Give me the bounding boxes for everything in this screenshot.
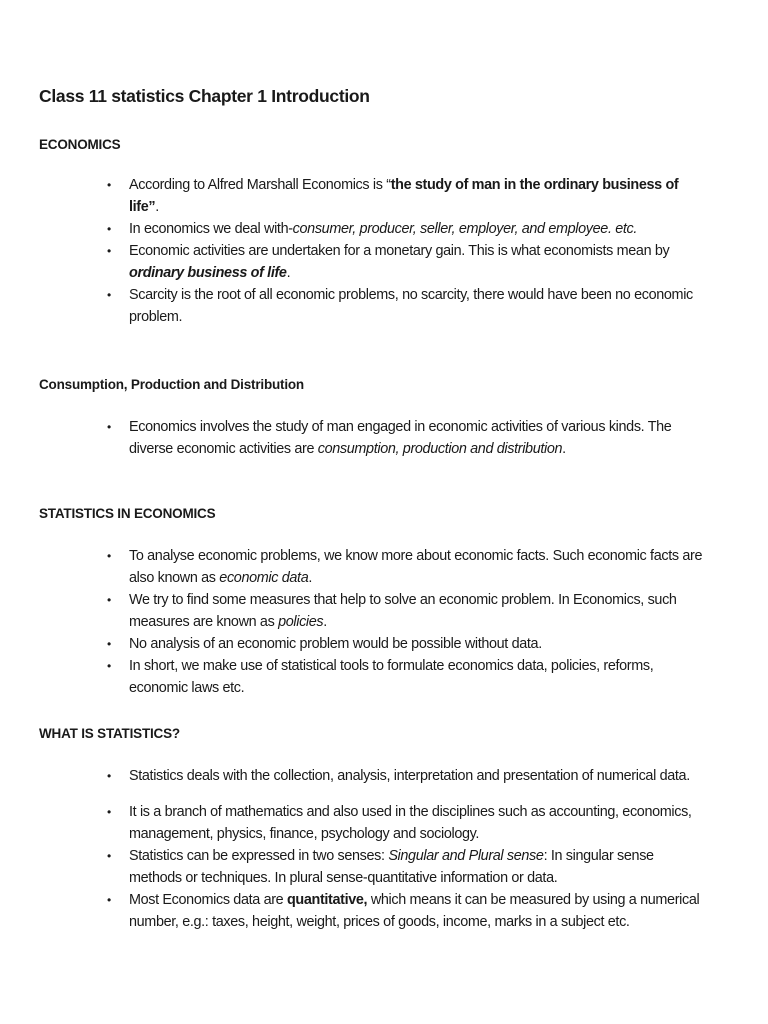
italic-text: consumption, production and distribution: [317, 441, 563, 457]
bullet-list-statistics-in-economics: [107, 545, 707, 699]
bullet-list-consumption: [107, 416, 707, 460]
text: .: [562, 441, 566, 457]
list-item: [107, 416, 707, 460]
list-item: [107, 765, 707, 787]
list-item: [107, 655, 707, 699]
italic-text: policies: [278, 614, 324, 630]
list-item: [107, 889, 707, 933]
text: Statistics can be expressed in two senses:: [129, 848, 389, 864]
text: To analyse economic problems, we know more about economic facts. Such economic facts are also known as: [129, 548, 703, 586]
italic-text: Singular and Plural sense: [388, 848, 544, 864]
list-item: [107, 240, 707, 284]
text: Statistics deals with the collection, analysis, interpretation and presentation of numerical data.: [129, 768, 690, 784]
section-heading-consumption: Consumption, Production and Distribution: [39, 377, 304, 392]
text: Most Economics data are: [129, 892, 287, 908]
bullet-list-economics: [107, 174, 707, 328]
bullet-list-what-is-statistics: [107, 765, 707, 933]
text: No analysis of an economic problem would be possible without data.: [129, 636, 542, 652]
section-heading-statistics-in-economics: STATISTICS IN ECONOMICS: [39, 506, 216, 521]
section-heading-economics: ECONOMICS: [39, 137, 121, 152]
text: .: [286, 265, 291, 281]
text: In short, we make use of statistical tools to formulate economics data, policies, reforms, economic laws etc.: [129, 658, 654, 696]
text: .: [308, 570, 312, 586]
bold-text: quantitative,: [286, 892, 368, 908]
italic-text: economic data: [219, 570, 309, 586]
text: We try to find some measures that help to solve an economic problem. In Economics, such measures are known as: [129, 592, 677, 630]
list-item: [107, 218, 707, 240]
text: .: [155, 199, 159, 215]
text: According to Alfred Marshall Economics is “: [129, 177, 391, 193]
page-title: Class 11 statistics Chapter 1 Introduction: [39, 86, 370, 106]
bold-text: ordinary business of life: [129, 265, 287, 281]
list-item: [107, 801, 707, 845]
list-item: [107, 284, 707, 328]
list-item: [107, 589, 707, 633]
text: .: [323, 614, 327, 630]
italic-text: consumer, producer, seller, employer, and employee. etc.: [292, 221, 638, 237]
text: Economics involves the study of man engaged in economic activities of various kinds. The diverse economic activities are: [129, 419, 672, 457]
bold-text: the study of man in the ordinary business of life: [129, 177, 679, 215]
text: which means it can be measured by using a numerical number, e.g.: taxes, height, weight, prices of goods, income, marks in a subject etc.: [129, 892, 700, 930]
list-item: [107, 174, 707, 218]
list-item: [107, 545, 707, 589]
section-heading-what-is-statistics: WHAT IS STATISTICS?: [39, 726, 180, 741]
text: It is a branch of mathematics and also used in the disciplines such as accounting, economics, management, physics, finance, psychology and sociology.: [129, 804, 692, 842]
text: Economic activities are undertaken for a monetary gain. This is what economists mean by: [129, 243, 670, 259]
list-item: [107, 845, 707, 889]
bold-text: ”: [148, 199, 156, 215]
text: Scarcity is the root of all economic problems, no scarcity, there would have been no economic problem.: [129, 287, 693, 325]
text: In economics we deal with-: [129, 221, 293, 237]
list-item: [107, 633, 707, 655]
text: : In singular sense methods or techniques. In plural sense-quantitative information or data.: [129, 848, 654, 886]
